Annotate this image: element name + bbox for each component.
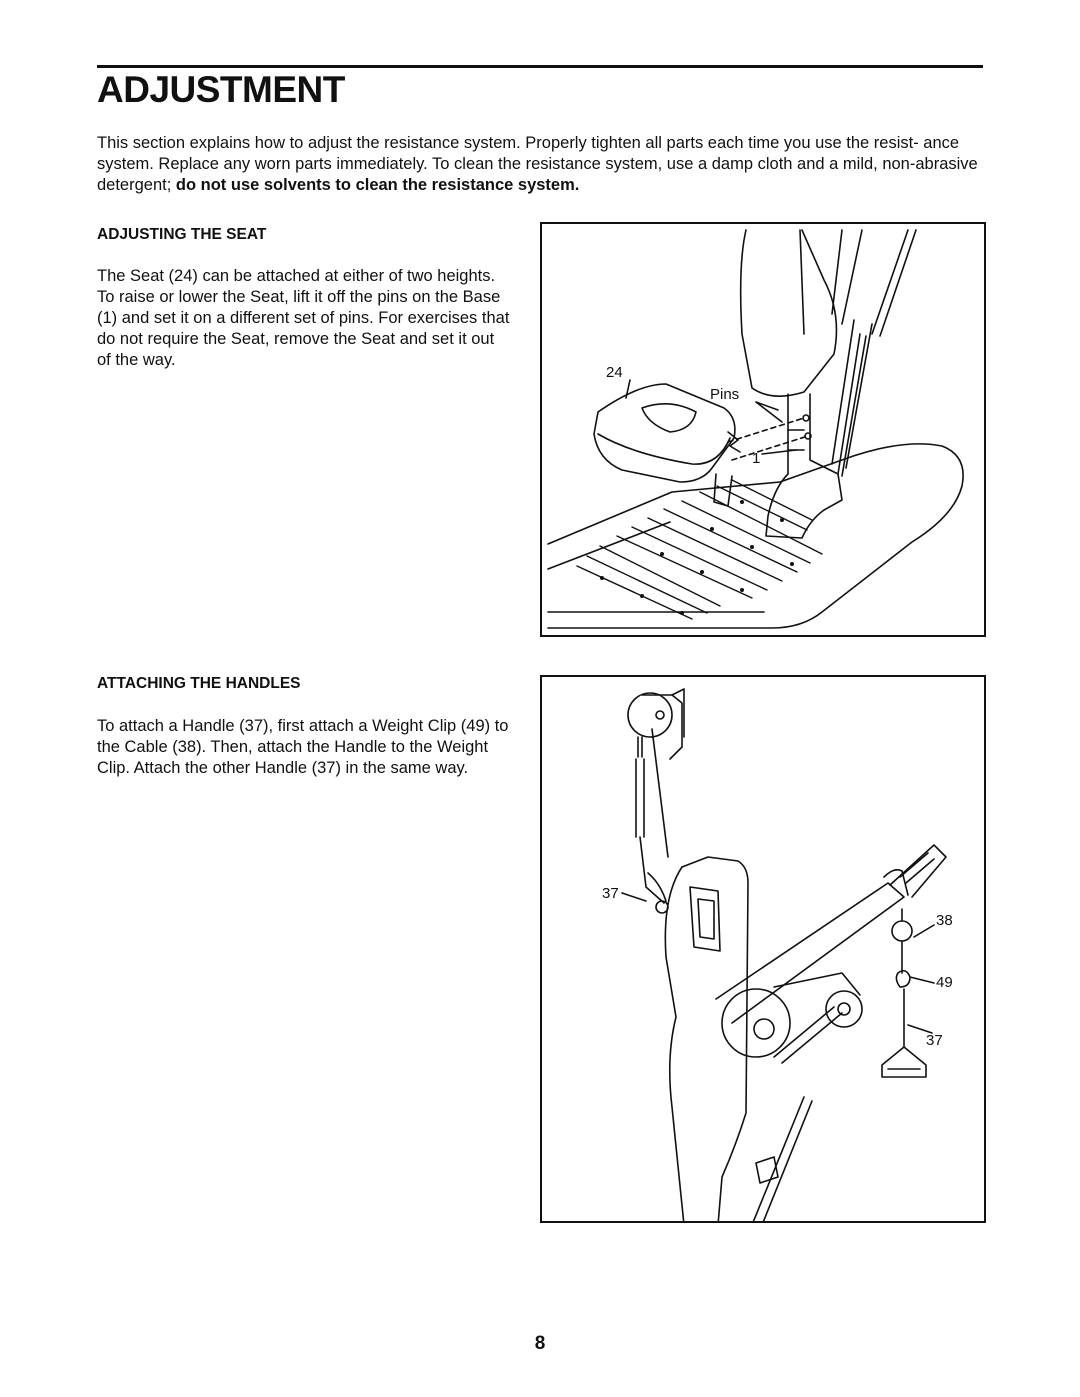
title-rule [97,65,983,68]
callout-pins: Pins [710,386,740,403]
callout-handle-37-left: 37 [602,885,619,902]
handles-heading: ATTACHING THE HANDLES [97,675,301,692]
handles-body: To attach a Handle (37), first attach a Weight Clip (49) to the Cable (38). Then, attach the Handle to the Weight Clip. Attach the other Handle (37) in the same way. [97,717,509,777]
intro-paragraph [97,133,987,196]
page-number: 8 [534,1333,546,1354]
seat-heading: ADJUSTING THE SEAT [97,226,267,243]
seat-body: The Seat (24) can be attached at either of two heights. To raise or lower the Seat, lift it off the pins on the Base (1) and set it on a different set of pins. For exercises that do not require the Seat, remove the Seat and set it out of the way. [97,267,510,369]
callout-handle-37-right: 37 [926,1032,943,1049]
handles-illustration [542,677,986,1223]
callout-base-1: 1 [752,450,761,467]
seat-illustration [542,224,986,637]
handles-figure [540,675,986,1223]
page-title: ADJUSTMENT [97,69,345,110]
callout-seat-24: 24 [606,364,623,381]
callout-weight-clip-49: 49 [936,974,953,991]
intro-warning: do not use solvents to clean the resistance system. [175,176,580,194]
seat-figure [540,222,986,637]
intro-text: This section explains how to adjust the resistance system. Properly tighten all parts each time you use the resist- ance system. Replace any worn parts immediately. To clean the resistance system, use a damp cloth and a mild, non-abrasive detergent; [97,134,978,194]
callout-cable-38: 38 [936,912,953,929]
